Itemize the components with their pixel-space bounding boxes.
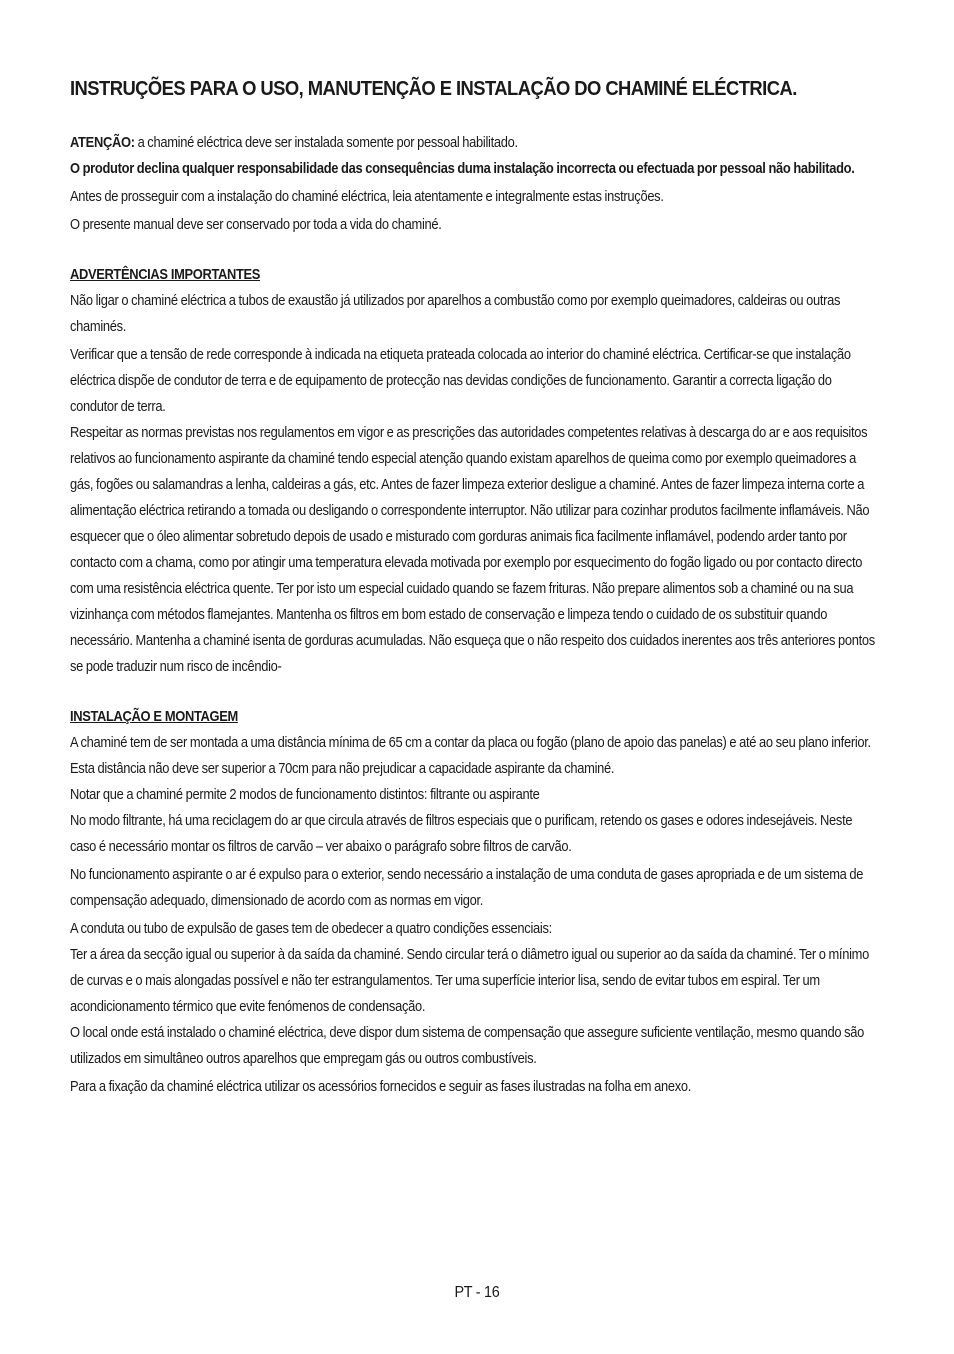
document-page — [70, 70, 880, 1100]
warnings-paragraph: Respeitar as normas previstas nos regulamentos em vigor e as prescrições das autoridades competentes relativas à descarga do ar e aos requisitos relativos ao funcionamento aspirante da chaminé tendo especial atenção quando existam aparelhos de queima como por exemplo queimadores a gás, fogões ou salamandras a lenha, caldeiras a gás, etc. Antes de fazer limpeza exterior desligue a chaminé. Antes de fazer limpeza interna corte a alimentação eléctrica retirando a tomada ou desligando o correspondente interruptor. Não utilizar para cozinhar produtos facilmente inflamáveis. Não esquecer que o óleo alimentar sobretudo depois de usado e misturado com gorduras animais fica facilmente inflamável, podendo arder tanto por contacto com a chama, como por atingir uma temperatura elevada motivada por exemplo por esquecimento do fogão ligado ou por contacto directo com uma resistência eléctrica quente. Ter por isto um especial cuidado quando se fazem frituras. Não prepare alimentos sob a chaminé ou na sua vizinhança com métodos flamejantes. Mantenha os filtros em bom estado de conservação e limpeza tendo o cuidado de os substituir quando necessário. Mantenha a chaminé isenta de gorduras acumuladas. Não esqueça que o não respeito dos cuidados inerentes aos três anteriores pontos se pode traduzir num risco de incêndio- — [70, 424, 875, 675]
warnings-paragraph: Não ligar o chaminé eléctrica a tubos de exaustão já utilizados por aparelhos a combustão como por exemplo queimadores, caldeiras ou outras chaminés. — [70, 292, 841, 335]
document-title: INSTRUÇÕES PARA O USO, MANUTENÇÃO E INSTALAÇÃO DO CHAMINÉ ELÉCTRICA. — [70, 78, 797, 100]
installation-paragraph: Notar que a chaminé permite 2 modos de funcionamento distintos: filtrante ou aspirante — [70, 786, 540, 803]
installation-paragraph: O local onde está instalado o chaminé eléctrica, deve dispor dum sistema de compensação que assegure suficiente ventilação, mesmo quando são utilizados em simultâneo outros aparelhos que empregam gás ou outros combustíveis. — [70, 1024, 864, 1067]
page-number: PT - 16 — [454, 1284, 500, 1301]
intro-block — [70, 130, 880, 1100]
installation-paragraph: Para a fixação da chaminé eléctrica utilizar os acessórios fornecidos e seguir as fases ilustradas na folha em anexo. — [70, 1078, 692, 1095]
installation-paragraph: A chaminé tem de ser montada a uma distância mínima de 65 cm a contar da placa ou fogão (plano de apoio das panelas) e até ao seu plano inferior. Esta distância não deve ser superior a 70cm para não prejudicar a capacidade aspirante da chaminé. — [70, 734, 871, 777]
installation-paragraph: No modo filtrante, há uma reciclagem do ar que circula através de filtros especiais que o purificam, retendo os gases e odores indesejáveis. Neste caso é necessário montar os filtros de carvão – ver abaixo o parágrafo sobre filtros de carvão. — [70, 812, 853, 855]
intro-paragraph-2: O presente manual deve ser conservado por toda a vida do chaminé. — [70, 216, 442, 233]
attention-label: ATENÇÃO: — [70, 134, 135, 151]
section-heading-installation: INSTALAÇÃO E MONTAGEM — [70, 708, 238, 725]
installation-paragraph: No funcionamento aspirante o ar é expulso para o exterior, sendo necessário a instalação de uma conduta de gases apropriada e de um sistema de compensação adequado, dimensionado de acordo com as normas em vigor. — [70, 866, 864, 909]
warnings-paragraph: Verificar que a tensão de rede corresponde à indicada na etiqueta prateada colocada ao interior do chaminé eléctrica. Certificar-se que instalação eléctrica dispõe de condutor de terra e de equipamento de protecção nas devidas condições de funcionamento. Garantir a correcta ligação do condutor de terra. — [70, 346, 851, 415]
disclaimer-text: O produtor declina qualquer responsabilidade das consequências duma instalação incorrecta ou efectuada por pessoal não habilitado. — [70, 160, 855, 177]
section-heading-warnings: ADVERTÊNCIAS IMPORTANTES — [70, 266, 261, 283]
attention-text: a chaminé eléctrica deve ser instalada somente por pessoal habilitado. — [134, 134, 518, 151]
installation-paragraph: Ter a área da secção igual ou superior à da saída da chaminé. Sendo circular terá o diâmetro igual ou superior ao da saída da chaminé. Ter o mínimo de curvas e o mais alongadas possível e não ter estrangulamentos. Ter uma superfície interior lisa, sendo de evitar tubos em espiral. Ter um acondicionamento térmico que evite fenómenos de condensação. — [70, 946, 869, 1015]
attention-line — [70, 130, 880, 156]
intro-paragraph-1: Antes de prosseguir com a instalação do chaminé eléctrica, leia atentamente e integralmente estas instruções. — [70, 188, 664, 205]
installation-paragraph: A conduta ou tubo de expulsão de gases tem de obedecer a quatro condições essenciais: — [70, 920, 552, 937]
